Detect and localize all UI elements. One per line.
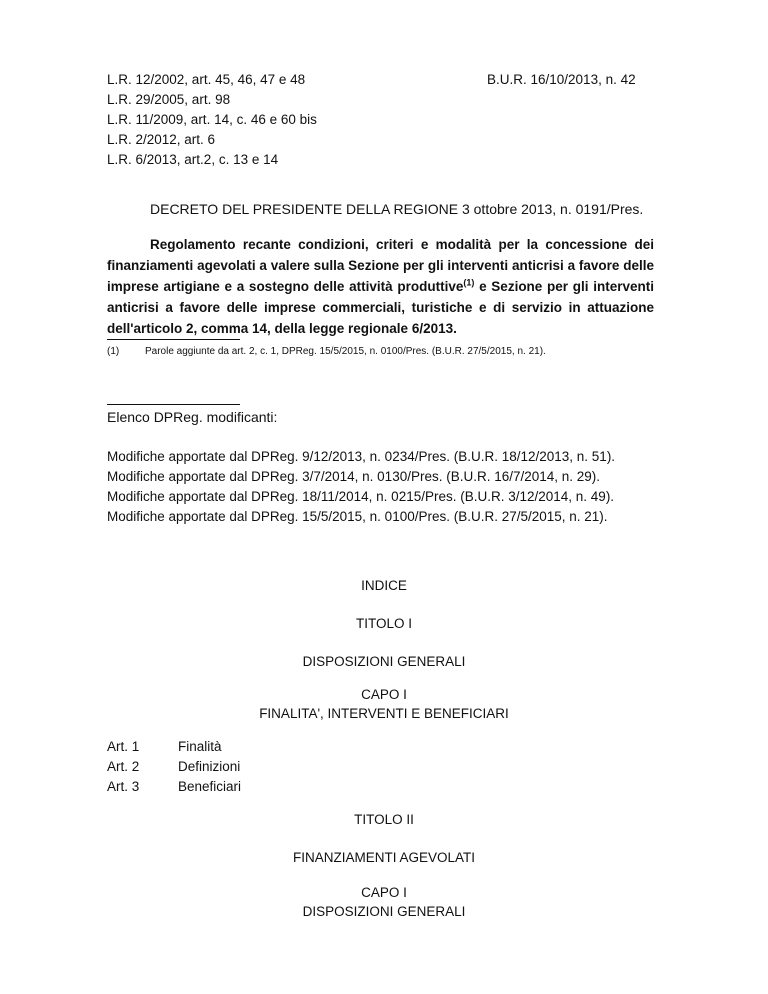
titolo-1-name: DISPOSIZIONI GENERALI xyxy=(302,654,466,669)
article-number: Art. 3 xyxy=(107,779,140,794)
footnote-text: Parole aggiunte da art. 2, c. 1, DPReg. 15/5/2015, n. 0100/Pres. (B.U.R. 27/5/2015, n. 21). xyxy=(145,346,546,357)
list-item: Modifiche apportate dal DPReg. 18/11/2014, n. 0215/Pres. (B.U.R. 3/12/2014, n. 49). xyxy=(107,489,615,504)
article-list xyxy=(107,737,241,797)
elenco-divider xyxy=(107,404,240,405)
article-title: Finalità xyxy=(178,739,222,754)
index-heading: INDICE xyxy=(361,578,407,593)
footnote xyxy=(107,346,546,357)
titolo-2-name: FINANZIAMENTI AGEVOLATI xyxy=(292,850,476,865)
legal-reference: L.R. 6/2013, art.2, c. 13 e 14 xyxy=(107,152,279,167)
article-row xyxy=(107,777,241,797)
regulation-title-part1: Regolamento recante condizioni, criteri e modalità per la concessione dei finanziamenti agevolati a valere sulla Sezione per gli interventi anticrisi a favore delle imprese artigiane e a sostegno delle attività produttive xyxy=(107,237,654,294)
titolo-2-heading: TITOLO II xyxy=(354,812,414,827)
decree-title: DECRETO DEL PRESIDENTE DELLA REGIONE 3 ottobre 2013, n. 0191/Pres. xyxy=(150,201,644,217)
list-item: Modifiche apportate dal DPReg. 3/7/2014, n. 0130/Pres. (B.U.R. 16/7/2014, n. 29). xyxy=(107,469,601,484)
bur-reference: B.U.R. 16/10/2013, n. 42 xyxy=(487,72,636,87)
titolo-1-heading: TITOLO I xyxy=(355,616,412,631)
footnote-number: (1) xyxy=(107,346,120,357)
list-item: Modifiche apportate dal DPReg. 9/12/2013, n. 0234/Pres. (B.U.R. 18/12/2013, n. 51). xyxy=(107,449,616,464)
capo-1-name: FINALITA', INTERVENTI E BENEFICIARI xyxy=(259,706,509,721)
capo-2-heading: CAPO I xyxy=(361,885,407,900)
regulation-title xyxy=(107,234,654,339)
article-row xyxy=(107,737,241,757)
legal-reference: L.R. 2/2012, art. 6 xyxy=(107,132,216,147)
legal-reference: L.R. 12/2002, art. 45, 46, 47 e 48 xyxy=(107,72,306,87)
legal-reference: L.R. 29/2005, art. 98 xyxy=(107,92,231,107)
article-number: Art. 1 xyxy=(107,739,140,754)
footnote-divider xyxy=(107,339,240,340)
elenco-title: Elenco DPReg. modificanti: xyxy=(107,409,278,425)
capo-2-name: DISPOSIZIONI GENERALI xyxy=(302,904,466,919)
article-title: Beneficiari xyxy=(178,779,242,794)
modifications-list xyxy=(107,447,615,527)
article-number: Art. 2 xyxy=(107,759,140,774)
regulation-title-part2: e Sezione per gli interventi anticrisi a favore delle imprese commerciali, turistiche e di servizio in attuazione dell'articolo 2, comma 14, della legge regionale 6/2013. xyxy=(107,279,654,336)
list-item: Modifiche apportate dal DPReg. 15/5/2015, n. 0100/Pres. (B.U.R. 27/5/2015, n. 21). xyxy=(107,509,608,524)
legal-reference: L.R. 11/2009, art. 14, c. 46 e 60 bis xyxy=(107,112,317,127)
article-title: Definizioni xyxy=(178,759,241,774)
article-row xyxy=(107,757,241,777)
footnote-marker: (1) xyxy=(463,277,475,288)
capo-1-heading: CAPO I xyxy=(361,687,407,702)
legal-references xyxy=(107,70,317,170)
